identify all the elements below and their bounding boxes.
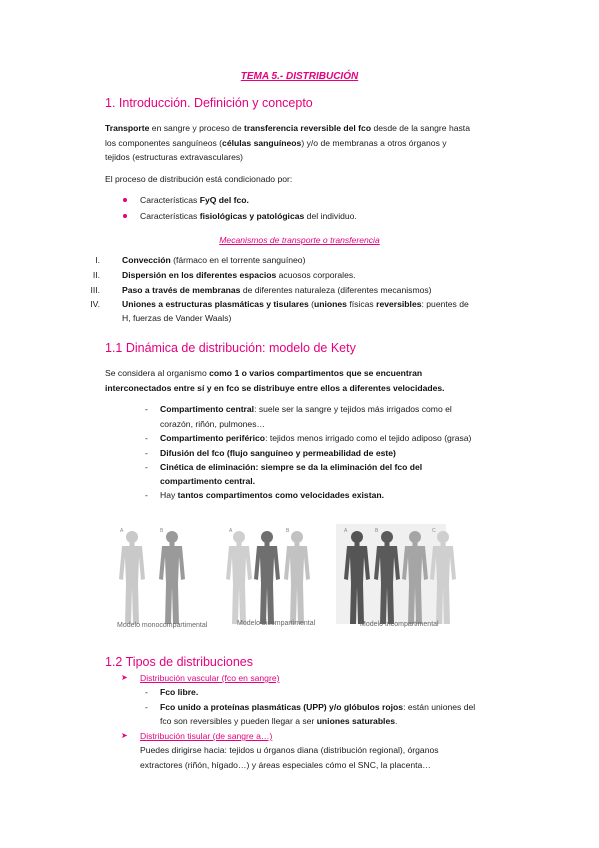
figure-letter: B (160, 528, 164, 534)
figure-letter: A (344, 528, 348, 534)
page-title: TEMA 5.- DISTRIBUCIÓN (240, 71, 359, 82)
conditions-intro: El proceso de distribución está condicionado por: (105, 174, 293, 184)
dash: - (145, 702, 148, 712)
kety-item: Cinética de eliminación: siempre se da la eliminación del fco del (160, 462, 423, 472)
mechanism-item-cont: H, fuerzas de Vander Waals) (122, 313, 232, 323)
dash: - (145, 448, 148, 458)
bullet-dot (123, 198, 127, 202)
compartment-models-figure (112, 524, 484, 634)
figure-letter: B (375, 528, 379, 534)
figure-letter: A (120, 528, 124, 534)
figure-letter: A (229, 528, 233, 534)
kety-paragraph: Se considera al organismo como 1 o varios compartimentos que se encuentran interconectados entre sí y en fco se distribuye entre ellos a diferentes velocidades. (105, 368, 445, 393)
roman-numeral: III. (90, 285, 100, 295)
mechanisms-subtitle: Mecanismos de transporte o transferencia (219, 235, 380, 245)
intro-paragraph: Transporte en sangre y proceso de transferencia reversible del fco desde de la sangre hasta los componentes sanguíneos (células sanguíneos) y/o de membranas a otros órganos y tejidos (estructuras extravasculares) (105, 123, 470, 162)
bullet-dot (123, 214, 127, 218)
roman-numeral: II. (92, 270, 100, 280)
vascular-item: Fco unido a proteínas plasmáticas (UPP) y/o glóbulos rojos: están uniones del (160, 702, 476, 712)
kety-item: Hay tantos compartimentos como velocidades existan. (160, 490, 384, 500)
vascular-item: Fco libre. (160, 687, 199, 697)
kety-item: Difusión del fco (flujo sanguíneo y permeabilidad de este) (160, 448, 396, 458)
figure-letter: C (432, 528, 436, 534)
vascular-distribution: Distribución vascular (fco en sangre) (140, 673, 280, 683)
section-1-1-heading: 1.1 Dinámica de distribución: modelo de Kety (105, 341, 356, 355)
vascular-item-cont: fco son reversibles y pueden llegar a ser uniones saturables. (160, 716, 398, 726)
caption-bi: Modelo bicompartimental (237, 620, 316, 627)
mechanism-item: Paso a través de membranas de diferentes naturaleza (diferentes mecanismos) (122, 285, 432, 295)
roman-numeral: IV. (90, 299, 100, 309)
mechanism-item: Convección (fármaco en el torrente sanguíneo) (122, 255, 306, 265)
caption-mono: Modelo monocompartimental (117, 622, 208, 629)
roman-numeral: I. (95, 255, 100, 265)
figure-letter: B (286, 528, 290, 534)
dash: - (145, 404, 148, 414)
dash: - (145, 490, 148, 500)
section-1-heading: 1. Introducción. Definición y concepto (105, 96, 313, 110)
dash: - (145, 462, 148, 472)
body-figures-illustration (112, 524, 484, 634)
kety-item-cont: compartimento central. (160, 476, 256, 486)
caption-tri: Modelo tricompartimental (360, 621, 439, 628)
mechanism-item: Uniones a estructuras plasmáticas y tisulares (uniones físicas reversibles: puentes de (122, 299, 469, 309)
kety-item: Compartimento periférico: tejidos menos irrigado como el tejido adiposo (grasa) (160, 433, 472, 443)
dash: - (145, 687, 148, 697)
tisular-text: Puedes dirigirse hacia: tejidos u órganos diana (distribución regional), órganos (140, 745, 439, 755)
dash: - (145, 433, 148, 443)
kety-item: Compartimento central: suele ser la sangre y tejidos más irrigados como el (160, 404, 452, 414)
section-1-2-heading: 1.2 Tipos de distribuciones (105, 655, 254, 669)
tisular-text: extractores (riñón, hígado…) y áreas especiales cómo el SNC, la placenta… (140, 760, 431, 770)
bullet-fyq: Características FyQ del fco. (140, 195, 249, 205)
arrow-icon: ➤ (121, 731, 128, 740)
bullet-physio: Características fisiológicas y patológicas del individuo. (140, 211, 357, 221)
tisular-distribution: Distribución tisular (de sangre a…) (140, 731, 273, 741)
mechanism-item: Dispersión en los diferentes espacios acuosos corporales. (122, 270, 356, 280)
arrow-icon: ➤ (121, 673, 128, 682)
kety-item-cont: corazón, riñón, pulmones… (160, 419, 266, 429)
